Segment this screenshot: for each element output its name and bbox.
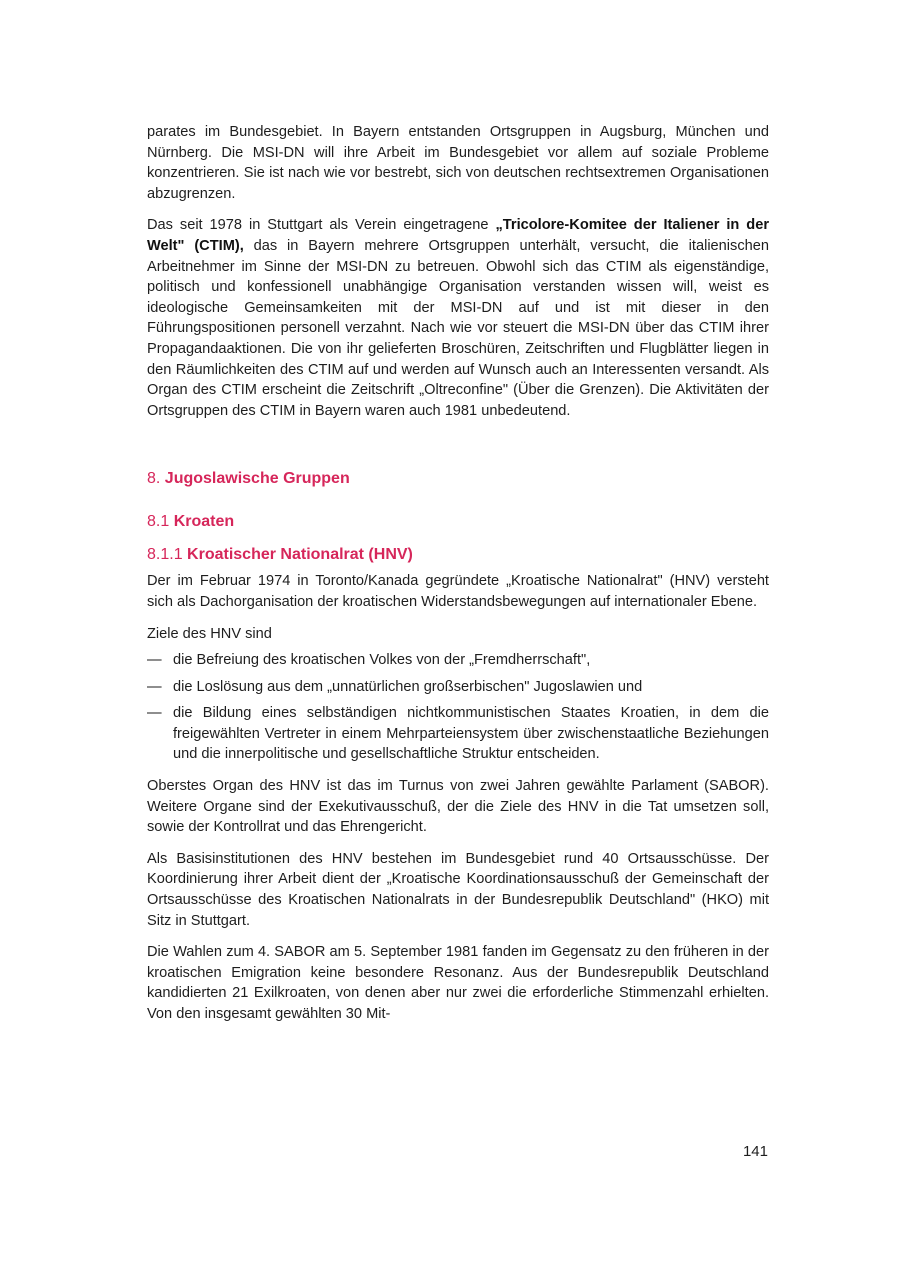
paragraph-sabor-elections: Die Wahlen zum 4. SABOR am 5. September 1981 fanden im Gegensatz zu den früheren in der kroatischen Emigration keine besondere Resonanz. Aus der Bundesrepublik Deutschland kandidierten 21 Exilkroaten, von denen aber nur zwei die erforderliche Stimmenzahl erhielten. Von den insgesamt gewählten 30 Mit- bbox=[147, 944, 769, 1022]
heading-kroatischer-nationalrat bbox=[147, 544, 769, 565]
paragraph-ctim-intro: Das seit 1978 in Stuttgart als Verein eingetragene bbox=[147, 217, 496, 234]
paragraph-hnv-local-committees: Als Basisinstitutionen des HNV bestehen im Bundesgebiet rund 40 Ortsausschüsse. Der Koordinierung ihrer Arbeit dient der „Kroatische Koordinationsausschuß der Gemeinschaft der Ortsausschüsse des Kroatischen Nationalrats in der Bundesrepublik Deutschland" (HKO) mit Sitz in Stuttgart. bbox=[147, 850, 769, 929]
heading-title: Jugoslawische Gruppen bbox=[164, 470, 350, 488]
heading-number: 8.1 bbox=[147, 513, 170, 531]
list-item bbox=[147, 677, 769, 698]
list-item-text: die Loslösung aus dem „unnatürlichen großserbischen" Jugoslawien und bbox=[173, 678, 643, 695]
list-item bbox=[147, 650, 769, 671]
dash-bullet: — bbox=[147, 678, 162, 695]
ctim-organisation-name: „Tricolore-Komitee der Italiener in der Welt" (CTIM), bbox=[147, 217, 770, 254]
page-number: 141 bbox=[742, 1143, 768, 1160]
paragraph-ctim bbox=[147, 215, 769, 421]
dash-bullet: — bbox=[147, 705, 162, 722]
paragraph-ctim-body: das in Bayern mehrere Ortsgruppen unterhält, versucht, die italienischen Arbeitnehmer im Sinne der MSI-DN zu betreuen. Obwohl sich das CTIM als eigenständige, politisch und konfessionell unabhängige Organisation verstanden wissen will, weist es ideologische Gemeinsamkeiten mit der MSI-DN auf und ist mit dieser in den Führungspositionen personell verzahnt. Nach wie vor steuert die MSI-DN über das CTIM ihrer Propagandaaktionen. Die von ihr gelieferten Broschüren, Zeitschriften und Flugblätter liegen in den Räumlichkeiten des CTIM auf und werden auf Wunsch auch an Interessenten versandt. Als Organ des CTIM erscheint die Zeitschrift „Oltreconfine" (Über die Grenzen). Die Aktivitäten der Ortsgruppen des CTIM in Bayern waren auch 1981 unbedeutend. bbox=[147, 237, 769, 419]
heading-number: 8.1.1 bbox=[147, 546, 183, 564]
heading-number: 8. bbox=[147, 470, 161, 488]
heading-jugoslawische-gruppen bbox=[147, 468, 769, 489]
list-item-text: die Bildung eines selbständigen nichtkommunistischen Staates Kroatien, in dem die freigewählten Vertreter in einem Mehrparteiensystem über zwischenstaatliche Beziehungen und die innerpolitische und gesellschaftliche Struktur entscheiden. bbox=[173, 705, 769, 763]
heading-kroaten bbox=[147, 511, 769, 532]
paragraph-hnv-organs: Oberstes Organ des HNV ist das im Turnus von zwei Jahren gewählte Parlament (SABOR). Weitere Organe sind der Exekutivausschuß, der die Ziele des HNV in die Tat umsetzen soll, sowie der Kontrollrat und das Ehrengericht. bbox=[147, 778, 769, 836]
dash-bullet: — bbox=[147, 652, 162, 669]
page-content bbox=[147, 122, 769, 1025]
heading-title: Kroaten bbox=[173, 513, 235, 531]
paragraph-hnv-founding: Der im Februar 1974 in Toronto/Kanada gegründete „Kroatische Nationalrat" (HNV) versteht sich als Dachorganisation der kroatischen Widerstandsbewegungen auf internationaler Ebene. bbox=[147, 573, 769, 610]
hnv-goals-list bbox=[147, 650, 769, 765]
paragraph-msi-dn: parates im Bundesgebiet. In Bayern entstanden Ortsgruppen in Augsburg, München und Nürnberg. Die MSI-DN will ihre Arbeit im Bundesgebiet vor allem auf soziale Probleme konzentrieren. Sie ist nach wie vor bestrebt, sich von deutschen rechtsextremen Organisationen abzugrenzen. bbox=[147, 124, 769, 202]
list-item-text: die Befreiung des kroatischen Volkes von der „Fremdherrschaft", bbox=[173, 652, 591, 669]
heading-title: Kroatischer Nationalrat (HNV) bbox=[187, 546, 413, 564]
paragraph-hnv-goals-intro: Ziele des HNV sind bbox=[147, 625, 272, 642]
list-item bbox=[147, 703, 769, 765]
